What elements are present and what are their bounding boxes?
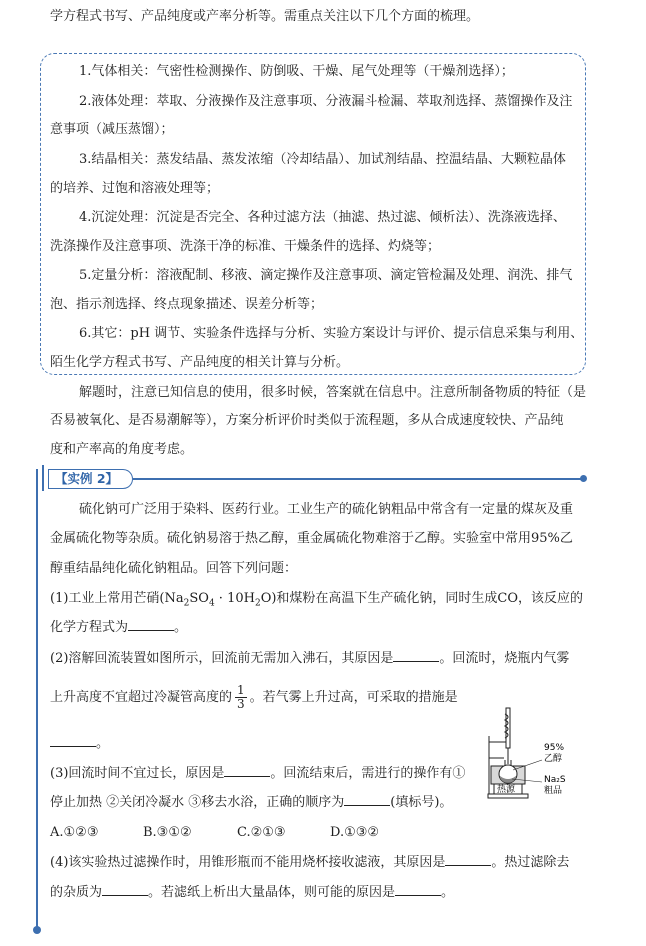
- question-3-line-2: [50, 793, 452, 813]
- q1-text-e: 化学方程式为: [50, 620, 129, 635]
- answer-blank-q3-reason[interactable]: [224, 764, 270, 777]
- q1-text-f: 。: [174, 620, 188, 635]
- advice-line-2: 否易被氧化、是否易潮解等），方案分析评价时类似于流程题，多从合成速度较快、产品纯: [50, 413, 564, 428]
- q3-text-a: (3)回流时间不宜过长，原因是: [50, 766, 225, 781]
- answer-blank-q4-impurity[interactable]: [102, 883, 148, 896]
- answer-blank-q1[interactable]: [128, 618, 174, 631]
- intro-line: 学方程式书写、产品纯度或产率分析等。需重点关注以下几个方面的梳理。: [50, 9, 480, 24]
- q3-text-c: 停止加热 ②关闭冷凝水 ③移去水浴，正确的顺序为: [50, 795, 345, 810]
- question-3-line-1: [50, 764, 465, 784]
- q3-text-b: 。回流结束后，需进行的操作有①: [270, 766, 466, 781]
- summary-item-4: 4.沉淀处理：沉淀是否完全、各种过滤方法（抽滤、热过滤、倾析法）、洗涤液选择、: [79, 210, 566, 225]
- q1-text-a: (1)工业上常用芒硝(Na: [50, 591, 184, 606]
- answer-blank-q2-measure[interactable]: [50, 734, 96, 747]
- option-b[interactable]: B.③①②: [143, 825, 192, 840]
- q4-text-e: 。: [441, 885, 455, 900]
- summary-item-4-cont: 洗涤操作及注意事项、洗涤干净的标准、干燥条件的选择、灼烧等；: [50, 239, 441, 254]
- condenser: [505, 708, 510, 764]
- q2-text-c: 上升高度不宜超过冷凝管高度的: [50, 690, 233, 705]
- fraction-numerator: 1: [237, 683, 245, 697]
- q1-sub-3: 2: [254, 598, 261, 609]
- question-1-line-1: [50, 589, 583, 614]
- question-2-line-1: [50, 649, 569, 669]
- q2-text-a: (2)溶解回流装置如图所示，回流前无需加入沸石，其原因是: [50, 651, 394, 666]
- summary-item-1: 1.气体相关：气密性检测操作、防倒吸、干燥、尾气处理等（干燥剂选择）；: [79, 64, 514, 79]
- reflux-apparatus-diagram: [486, 706, 586, 806]
- advice-line-3: 度和产率高的角度考虑。: [50, 442, 194, 457]
- q1-text-d: O)和煤粉在高温下生产硫化钠，同时生成CO，该反应的: [260, 591, 584, 606]
- rail-end-dot: [33, 926, 41, 934]
- q1-text-c: · 10H: [214, 591, 255, 606]
- q4-text-d: 。若滤纸上析出大量晶体，则可能的原因是: [148, 885, 396, 900]
- left-rail: [36, 469, 38, 931]
- question-1-line-2: [50, 618, 187, 638]
- q1-text-b: SO: [189, 591, 209, 606]
- q4-text-a: (4)该实验热过滤操作时，用锥形瓶而不能用烧杯接收滤液，其原因是: [50, 855, 446, 870]
- question-4-line-1: [50, 853, 569, 873]
- answer-blank-q4-cause[interactable]: [395, 883, 441, 896]
- summary-item-5: 5.定量分析：溶液配制、移液、滴定操作及注意事项、滴定管检漏及处理、润洗、排气: [79, 268, 573, 283]
- heat-source-label: 热源: [497, 785, 516, 795]
- summary-item-2: 2.液体处理：萃取、分液操作及注意事项、分液漏斗检漏、萃取剂选择、蒸馏操作及注: [79, 94, 573, 109]
- fraction-one-third: [235, 684, 247, 711]
- answer-blank-q4-reason[interactable]: [445, 853, 491, 866]
- summary-item-3: 3.结晶相关：蒸发结晶、蒸发浓缩（冷却结晶）、加试剂结晶、控温结晶、大颗粒晶体: [79, 152, 566, 167]
- q3-text-d: (填标号)。: [390, 795, 453, 810]
- header-rule: [133, 478, 583, 480]
- summary-item-6: 6.其它：pH 调节、实验条件选择与分析、实验方案设计与评价、提示信息采集与利用、: [79, 326, 584, 341]
- label-na2s: Na₂S: [544, 775, 566, 785]
- summary-item-5-cont: 泡、指示剂选择、终点现象描述、误差分析等；: [50, 297, 324, 312]
- option-a[interactable]: A.①②③: [50, 825, 99, 840]
- q1-sub-1: 2: [183, 598, 190, 609]
- q2-text-e: 。: [96, 736, 110, 751]
- q4-text-c: 的杂质为: [50, 885, 103, 900]
- stem-line-3: 醇重结晶纯化硫化钠粗品。回答下列问题：: [50, 561, 298, 576]
- q2-text-b: 。回流时，烧瓶内气雾: [439, 651, 570, 666]
- answer-blank-q2-reason[interactable]: [393, 649, 439, 662]
- advice-line-1: 解题时，注意已知信息的使用，很多时候，答案就在信息中。注意所制备物质的特征（是: [79, 385, 587, 400]
- stem-line-2: 金属硫化物等杂质。硫化钠易溶于热乙醇，重金属硫化物难溶于乙醇。实验室中常用95%乙: [50, 531, 573, 546]
- label-ethanol: 乙醇: [544, 754, 563, 764]
- summary-item-3-cont: 的培养、过饱和溶液处理等；: [50, 181, 220, 196]
- answer-blank-q3-order[interactable]: [344, 793, 390, 806]
- label-crude: 粗品: [544, 786, 563, 796]
- tag-tick: [42, 465, 44, 491]
- stem-line-1: 硫化钠可广泛用于染料、医药行业。工业生产的硫化钠粗品中常含有一定量的煤灰及重: [79, 502, 574, 517]
- summary-item-6-cont: 陌生化学方程式书写、产品纯度的相关计算与分析。: [50, 355, 350, 370]
- q1-sub-2: 4: [208, 598, 215, 609]
- question-4-line-2: [50, 883, 454, 903]
- fraction-denominator: 3: [237, 697, 245, 711]
- example-tag: 【实例 2】: [48, 469, 133, 489]
- q2-text-d: 。若气雾上升过高，可采取的措施是: [249, 690, 458, 705]
- option-d[interactable]: D.①③②: [330, 825, 380, 840]
- summary-item-2-cont: 意事项（减压蒸馏）；: [50, 122, 174, 137]
- question-2-line-2: [50, 684, 458, 712]
- question-2-line-3: [50, 734, 109, 754]
- label-ethanol-percent: 95%: [544, 743, 565, 753]
- q4-text-b: 。热过滤除去: [491, 855, 570, 870]
- option-c[interactable]: C.②①③: [237, 825, 286, 840]
- leader-ethanol: [513, 760, 542, 770]
- header-rule-dot: [580, 475, 587, 482]
